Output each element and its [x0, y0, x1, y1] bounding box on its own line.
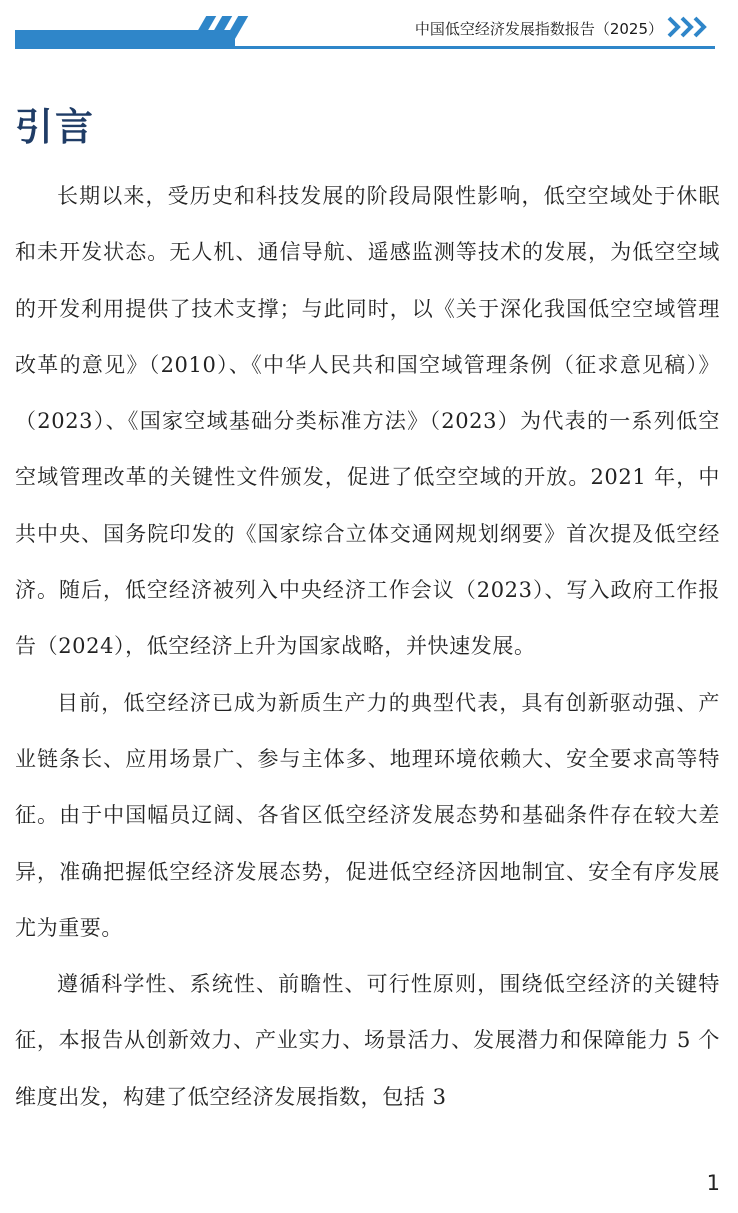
header-rule	[15, 46, 715, 49]
report-title: 中国低空经济发展指数报告（2025）	[414, 20, 663, 38]
paragraph: 长期以来，受历史和科技发展的阶段局限性影响，低空空域处于休眠和未开发状态。无人机、通信导航、遥感监测等技术的发展，为低空空域的开发利用提供了技术支撑；与此同时，以《关于深化我国低空空域管理改革的意见》（2010）、《中华人民共和国空域管理条例（征求意见稿）》（2023）、《国家空域基础分类标准方法》（2023）为代表的一系列低空空域管理改革的关键性文件颁发，促进了低空空域的开放。2021 年，中共中央、国务院印发的《国家综合立体交通网规划纲要》首次提及低空经济。随后，低空经济被列入中央经济工作会议（2023）、写入政府工作报告（2024），低空经济上升为国家战略，并快速发展。	[15, 184, 720, 659]
paragraph: 目前，低空经济已成为新质生产力的典型代表，具有创新驱动强、产业链条长、应用场景广、参与主体多、地理环境依赖大、安全要求高等特征。由于中国幅员辽阔、各省区低空经济发展态势和基础条件存在较大差异，准确把握低空经济发展态势，促进低空经济因地制宜、安全有序发展尤为重要。	[15, 690, 720, 940]
paragraph: 遵循科学性、系统性、前瞻性、可行性原则，围绕低空经济的关键特征，本报告从创新效力、产业实力、场景活力、发展潜力和保障能力 5 个维度出发，构建了低空经济发展指数，包括 3	[15, 972, 720, 1109]
page-number: 1	[706, 1171, 720, 1195]
double-chevron-right-icon	[667, 15, 711, 39]
section-title: 引言	[15, 105, 96, 149]
page-header	[15, 14, 715, 50]
body-text	[15, 168, 720, 1125]
